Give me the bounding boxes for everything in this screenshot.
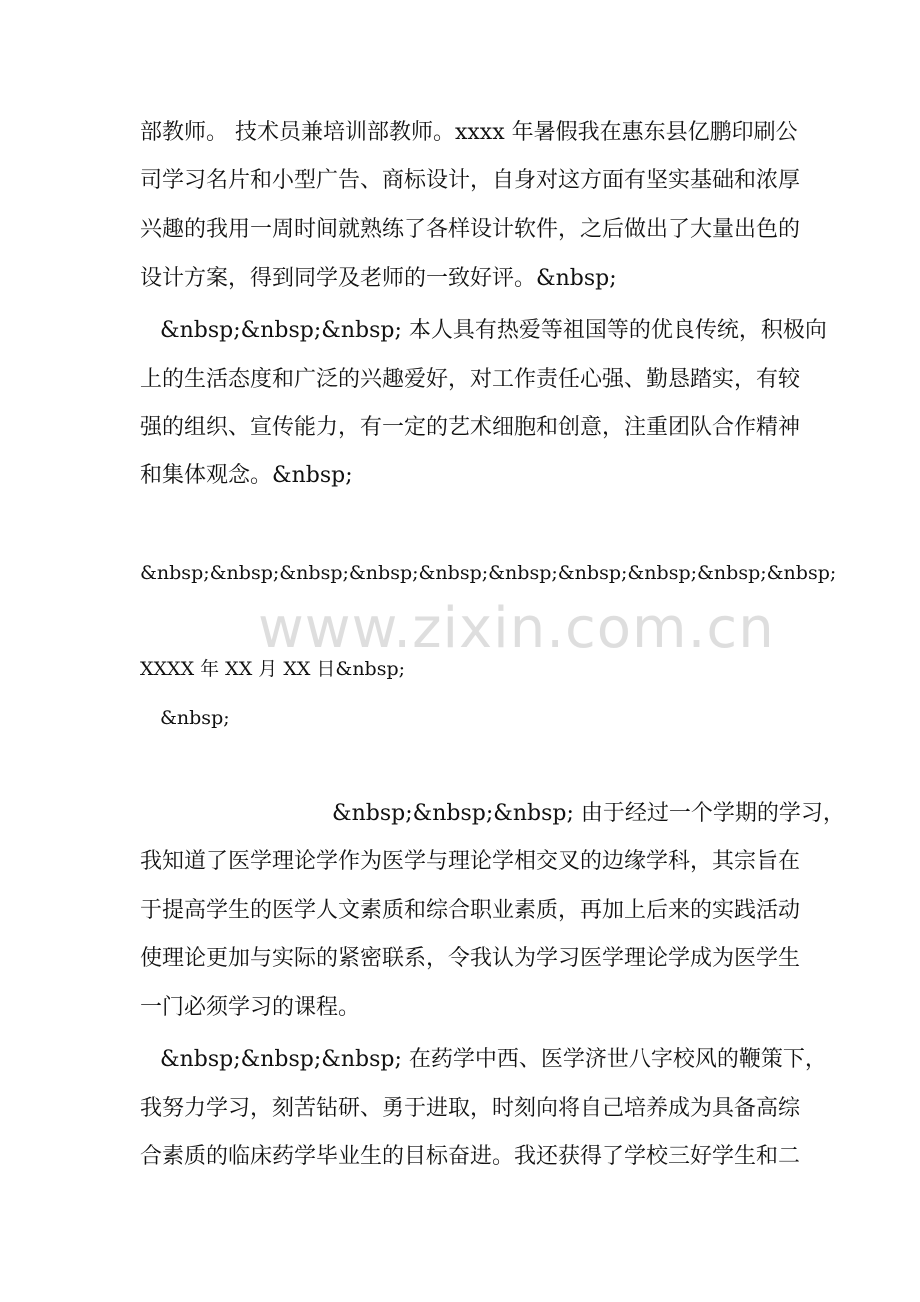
text-line: 合素质的临床药学毕业生的目标奋进。我还获得了学校三好学生和二 <box>140 1144 801 1169</box>
text-line: 我知道了医学理论学作为医学与理论学相交叉的边缘学科，其宗旨在 <box>140 849 801 874</box>
watermark: www.zixin.com.cn <box>258 596 775 661</box>
text-line: 我努力学习，刻苦钻研、勇于进取，时刻向将自己培养成为具备高综 <box>140 1096 801 1121</box>
text-line: 兴趣的我用一周时间就熟练了各样设计软件，之后做出了大量出色的 <box>140 217 801 242</box>
text-line: 上的生活态度和广泛的兴趣爱好，对工作责任心强、勤恳踏实，有较 <box>140 367 801 392</box>
text-line: &nbsp; <box>160 707 230 729</box>
text-line: 部教师。 技术员兼培训部教师。xxxx 年暑假我在惠东县亿鹏印刷公 <box>140 120 798 145</box>
text-line: 和集体观念。&nbsp; <box>140 463 353 488</box>
date-line: XXXX 年 XX 月 XX 日&nbsp; <box>140 658 406 680</box>
text-line: &nbsp;&nbsp;&nbsp; 在药学中西、医学济世八字校风的鞭策下， <box>160 1047 827 1072</box>
text-line: 司学习名片和小型广告、商标设计，自身对这方面有坚实基础和浓厚 <box>140 168 801 193</box>
text-line: 强的组织、宣传能力，有一定的艺术细胞和创意，注重团队合作精神 <box>140 415 801 440</box>
text-line: &nbsp;&nbsp;&nbsp; 本人具有热爱等祖国等的优良传统，积极向 <box>160 318 827 343</box>
text-line: 于提高学生的医学人文素质和综合职业素质，再加上后来的实践活动 <box>140 898 801 923</box>
text-line: &nbsp;&nbsp;&nbsp; 由于经过一个学期的学习， <box>332 801 845 826</box>
text-line: &nbsp;&nbsp;&nbsp;&nbsp;&nbsp;&nbsp;&nbsp;&nbsp;&nbsp;&nbsp; <box>140 562 837 584</box>
text-line: 设计方案，得到同学及老师的一致好评。&nbsp; <box>140 266 617 291</box>
text-line: 使理论更加与实际的紧密联系，令我认为学习医学理论学成为医学生 <box>140 946 801 971</box>
text-line: 一门必须学习的课程。 <box>140 995 361 1020</box>
